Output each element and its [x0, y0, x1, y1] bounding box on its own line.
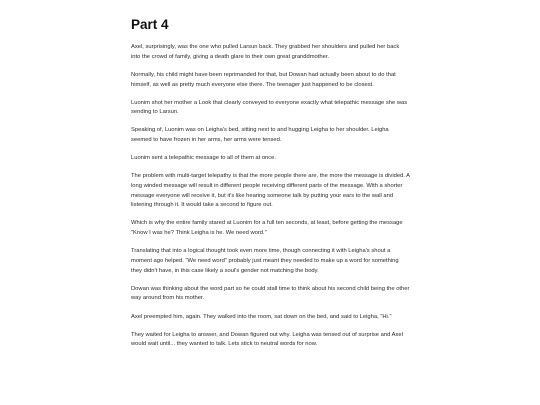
paragraph: Normally, his child might have been reprimanded for that, but Dowan had actually been about to do that himself, as well as pretty much everyone else there. The teenager just happened to be closest. — [131, 71, 396, 88]
paragraph: Luonim sent a telepathic message to all of them at once. — [131, 155, 277, 162]
paragraph: Translating that into a logical thought took even more time, though connecting it with Leigha's shout a moment ago helped. "We need word" probably just meant they needed to make up a word for something they didn't have, in this case likely a soul's gender not matching the body. — [131, 248, 399, 274]
paragraph: The problem with multi-target telepathy is that the more people there are, the more the message is divided. A long winded message will result in different people receiving different parts of the message. With a shorter message everyone will receive it, but it's like hearing someone talk by putting your ears to the wall and listening through it. It would take a second to figure out. — [131, 173, 410, 209]
paragraph: Which is why the entire family stared at Luonim for a full ten seconds, at least, before getting the message "Know I was he? Think Leigha is he. We need word." — [131, 220, 403, 237]
paragraph: Dowan was thinking about the word part so he could stall time to think about his second child being the other way around from his mother. — [131, 285, 410, 302]
document-page — [131, 17, 410, 358]
paragraph: Speaking of, Luonim was on Leigha's bed, sitting next to and hugging Leigha to her shoulder. Leigha seemed to have frozen in her arms, her arms were tensed. — [131, 127, 389, 144]
chapter-title: Part 4 — [131, 17, 169, 32]
paragraph: Axel preempted him, again. They walked into the room, sat down on the bed, and said to Leigha, "Hi." — [131, 313, 392, 320]
paragraph: Luonim shot her mother a Look that clearly conveyed to everyone exactly what telepathic message she was sending to Larsun. — [131, 99, 408, 116]
paragraph: They waited for Leigha to answer, and Dowan figured out why. Leigha was tensed out of surprise and Axel would wait until... they wanted to talk. Lets stick to neutral words for now. — [131, 331, 403, 348]
paragraph: Axel, surprisingly, was the one who pulled Larsun back. They grabbed her shoulders and pulled her back into the crowd of family, giving a death glare to their own great granddmother. — [131, 44, 400, 60]
